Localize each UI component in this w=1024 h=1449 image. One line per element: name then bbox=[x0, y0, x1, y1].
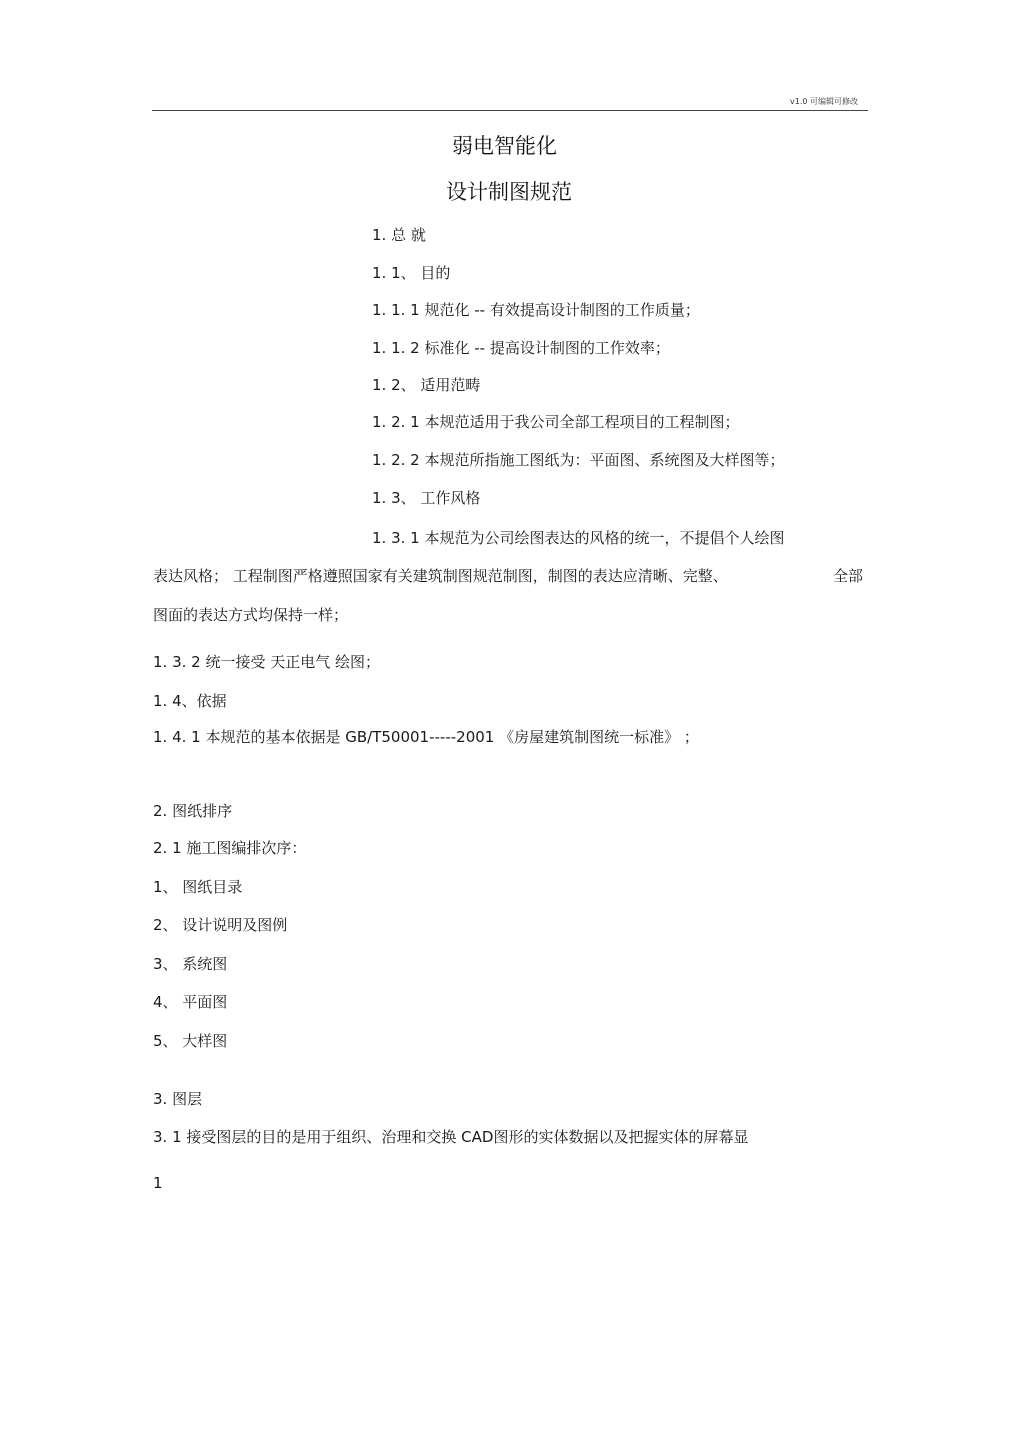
clause-1-3-1-continued: 表达风格； 工程制图严格遵照国家有关建筑制图规范制图，制图的表达应清晰、完整、 bbox=[153, 567, 728, 585]
page-number: 1 bbox=[153, 1174, 163, 1192]
header-version-note: v1.0 可编辑可修改 bbox=[790, 97, 858, 106]
clause-1-3-1-continued-end: 全部 bbox=[833, 567, 864, 585]
list-item-4: 4、 平面图 bbox=[153, 993, 228, 1011]
clause-1-4-1: 1. 4. 1 本规范的基本依据是 GB/T50001-----2001 《房屋建筑制图统一标准》 ； bbox=[153, 728, 699, 746]
document-title: 弱电智能化 bbox=[452, 134, 557, 158]
section-3-heading: 3. 图层 bbox=[153, 1090, 203, 1108]
section-1-3-heading: 1. 3、 工作风格 bbox=[372, 489, 481, 507]
section-1-1-heading: 1. 1、 目的 bbox=[372, 264, 451, 282]
clause-1-2-1: 1. 2. 1 本规范适用于我公司全部工程项目的工程制图； bbox=[372, 413, 740, 431]
header-divider bbox=[152, 110, 868, 111]
section-1-2-heading: 1. 2、 适用范畴 bbox=[372, 376, 481, 394]
clause-3-1: 3. 1 接受图层的目的是用于组织、治理和交换 CAD图形的实体数据以及把握实体的屏幕显 bbox=[153, 1128, 749, 1146]
section-2-heading: 2. 图纸排序 bbox=[153, 802, 233, 820]
clause-2-1: 2. 1 施工图编排次序： bbox=[153, 839, 307, 857]
section-1-heading: 1. 总 就 bbox=[372, 226, 426, 244]
document-subtitle: 设计制图规范 bbox=[446, 180, 572, 204]
clause-1-1-1: 1. 1. 1 规范化 -- 有效提高设计制图的工作质量； bbox=[372, 301, 700, 319]
clause-1-3-2: 1. 3. 2 统一接受 天正电气 绘图； bbox=[153, 653, 381, 671]
clause-1-2-2: 1. 2. 2 本规范所指施工图纸为：平面图、系统图及大样图等； bbox=[372, 451, 785, 469]
clause-1-1-2: 1. 1. 2 标准化 -- 提高设计制图的工作效率； bbox=[372, 339, 670, 357]
list-item-1: 1、 图纸目录 bbox=[153, 878, 243, 896]
list-item-2: 2、 设计说明及图例 bbox=[153, 916, 288, 934]
list-item-3: 3、 系统图 bbox=[153, 955, 228, 973]
section-1-4-heading: 1. 4、依据 bbox=[153, 692, 227, 710]
clause-1-3-1: 1. 3. 1 本规范为公司绘图表达的风格的统一，不提倡个人绘图 bbox=[372, 529, 785, 547]
clause-1-3-1-last-line: 图面的表达方式均保持一样； bbox=[153, 606, 349, 624]
list-item-5: 5、 大样图 bbox=[153, 1032, 228, 1050]
